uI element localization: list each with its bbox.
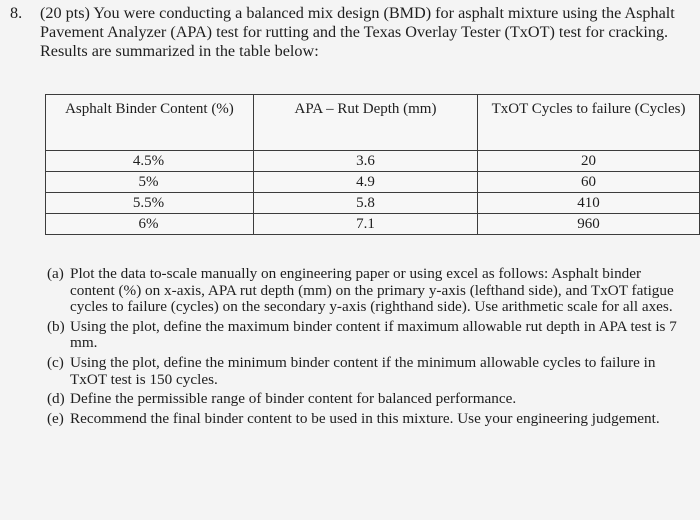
table-header-row [46,95,700,151]
table-row [46,151,700,172]
part-text: Using the plot, define the minimum binder content if the minimum allowable cycles to failure in TxOT test is 150 cycles. [70,353,656,388]
table-row [46,214,700,235]
table-row [46,172,700,193]
cell-cycles: 960 [478,214,700,235]
part-e [47,411,687,428]
part-a [47,266,687,316]
part-label: (e) [47,409,64,427]
part-text: Recommend the final binder content to be used in this mixture. Use your engineering judgement. [70,409,660,427]
header-rut-depth: APA – Rut Depth (mm) [253,95,477,151]
question-number: 8. [10,4,23,22]
cell-cycles: 410 [478,193,700,214]
part-text: Plot the data to-scale manually on engineering paper or using excel as follows: Asphalt binder content (%) on x-axis, APA rut depth (mm) on the primary y-axis (lefthand side), and TxOT fatigue cycles to failure (cycles) on the secondary y-axis (righthand side). Use arithmetic scale for all axes. [70,265,674,316]
question-text: (20 pts) You were conducting a balanced mix design (BMD) for asphalt mixture using the Asphalt Pavement Analyzer (APA) test for rutting and the Texas Overlay Tester (TxOT) test for cracking. Results are summarized in the table below: [40,4,675,60]
cell-rut: 4.9 [253,172,477,193]
cell-binder [46,172,254,193]
cell-cycles: 60 [478,172,700,193]
question-parts [47,266,687,430]
cell-binder-value: 5% [138,173,159,190]
part-label: (c) [47,353,64,371]
part-text: Using the plot, define the maximum binder content if maximum allowable rut depth in APA test is 7 mm. [70,317,677,352]
cell-binder [46,151,254,172]
header-binder-content: Asphalt Binder Content (%) [46,95,254,151]
question-header [10,4,690,61]
part-label: (a) [47,265,64,282]
part-c [47,355,687,388]
cell-rut: 5.8 [253,193,477,214]
cell-cycles: 20 [478,151,700,172]
part-b [47,319,687,352]
cell-binder-value: 6% [138,215,159,232]
part-text: Define the permissible range of binder content for balanced performance. [70,390,517,408]
cell-rut: 3.6 [253,151,477,172]
part-label: (b) [47,317,65,335]
cell-rut: 7.1 [253,214,477,235]
results-table [45,94,700,235]
table-row [46,193,700,214]
cell-binder [46,214,254,235]
cell-binder-value: 4.5% [132,152,165,169]
cell-binder-value: 5.5% [132,194,165,211]
part-label: (d) [47,390,65,408]
header-txot-cycles: TxOT Cycles to failure (Cycles) [478,95,700,151]
cell-binder [46,193,254,214]
part-d [47,391,687,408]
